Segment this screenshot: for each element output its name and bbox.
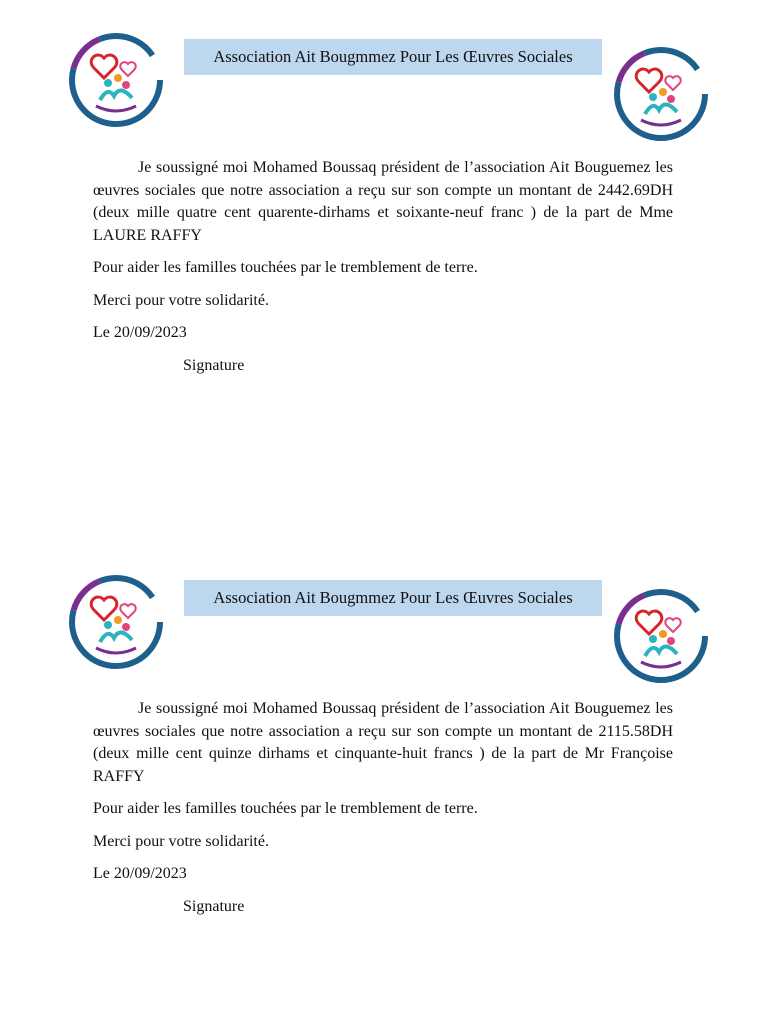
receipt-purpose: Pour aider les familles touchées par le tremblement de terre.: [93, 259, 478, 276]
receipt-paragraph: Je soussigné moi Mohamed Boussaq président de l’association Ait Bouguemez les œuvres sociales que notre association a reçu sur son compte un montant de 2115.58DH (deux mille cent quinze dirhams et cinquante-huit francs ) de la part de Mr Françoise RAFFY: [93, 700, 673, 785]
receipt-signature: Signature: [183, 897, 245, 915]
receipt-body: [93, 698, 673, 928]
receipt-2: [0, 540, 768, 1024]
association-logo-icon: [611, 584, 711, 688]
receipt-date: Le 20/09/2023: [93, 865, 187, 882]
association-logo-right: [611, 584, 711, 688]
association-logo-left: [66, 570, 166, 674]
receipt-signature: Signature: [183, 356, 245, 374]
receipt-date: Le 20/09/2023: [93, 324, 187, 341]
association-name-header: Association Ait Bougmmez Pour Les Œuvres Sociales: [184, 580, 602, 616]
receipt-thanks: Merci pour votre solidarité.: [93, 832, 269, 850]
association-logo-right: [611, 42, 711, 146]
association-name-header: Association Ait Bougmmez Pour Les Œuvres Sociales: [184, 39, 602, 75]
receipt-thanks: Merci pour votre solidarité.: [93, 291, 269, 309]
association-logo-left: [66, 28, 166, 132]
receipt-paragraph: Je soussigné moi Mohamed Boussaq président de l’association Ait Bouguemez les œuvres sociales que notre association a reçu sur son compte un montant de 2442.69DH (deux mille quatre cent quarente-dirhams et soixante-neuf franc ) de la part de Mme LAURE RAFFY: [93, 159, 673, 244]
receipt-body: [93, 157, 673, 387]
receipt-purpose: Pour aider les familles touchées par le tremblement de terre.: [93, 800, 478, 817]
association-logo-icon: [611, 42, 711, 146]
association-logo-icon: [66, 570, 166, 674]
association-logo-icon: [66, 28, 166, 132]
